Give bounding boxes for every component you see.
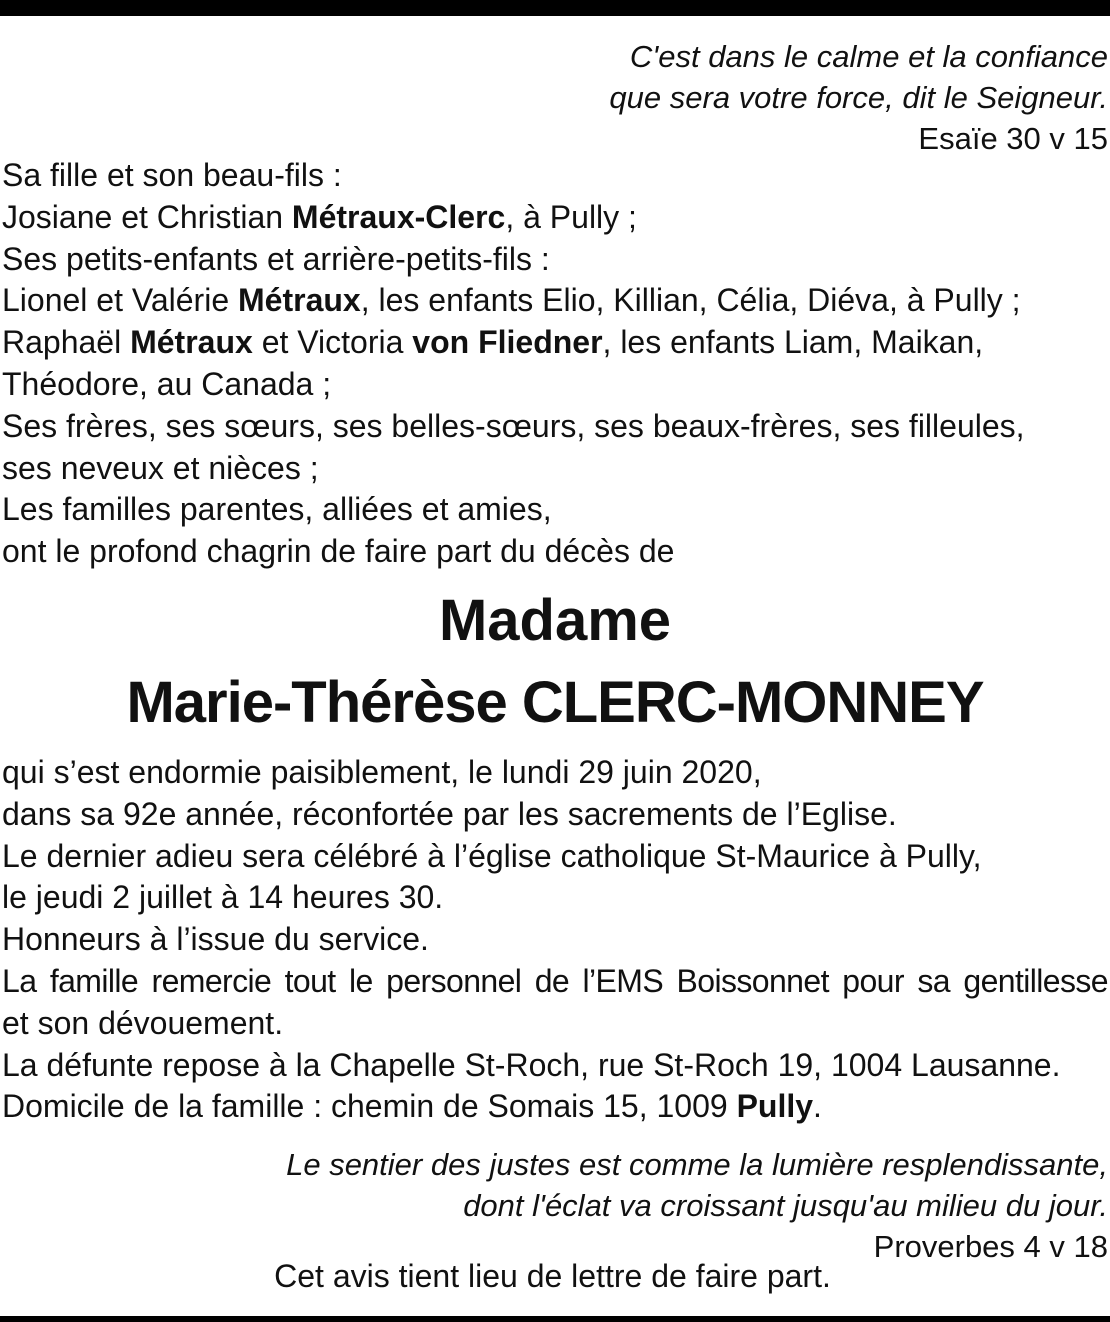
family-surname: Métraux-Clerc (291, 198, 506, 235)
family-announcement (2, 155, 1108, 573)
funeral-details (2, 752, 1108, 1128)
detail-line: La famille remercie tout le personnel de l’EMS Boissonnet pour sa gentillesse (2, 962, 1108, 999)
opening-scripture-quote (609, 36, 1108, 159)
detail-line: dans sa 92e année, réconfortée par les sacrements de l’Eglise. (2, 795, 897, 832)
family-surname: Métraux (238, 282, 361, 319)
detail-line: qui s’est endormie paisiblement, le lundi 29 juin 2020, (2, 754, 762, 790)
closing-scripture-quote (286, 1144, 1108, 1267)
top-border-rule (0, 0, 1110, 16)
family-line: Théodore, au Canada ; (2, 365, 332, 402)
family-line: Les familles parentes, alliées et amies, (2, 491, 552, 528)
family-line: Ses frères, ses sœurs, ses belles-sœurs, ses beaux-frères, ses filleules, (2, 407, 1025, 444)
family-surname: von Fliedner (412, 324, 603, 361)
quote-reference: Esaïe 30 v 15 (918, 121, 1108, 156)
domicile-town: Pully (736, 1088, 814, 1125)
deceased-title: Madame (438, 588, 672, 653)
quote-line: dont l'éclat va croissant jusqu'au milieu du jour. (463, 1188, 1108, 1223)
deceased-name: Marie-Thérèse CLERC-MONNEY (126, 670, 984, 735)
quote-reference: Proverbes 4 v 18 (873, 1229, 1108, 1264)
detail-line: Honneurs à l’issue du service. (2, 921, 429, 958)
quote-line: C'est dans le calme et la confiance (629, 39, 1108, 74)
family-line: Sa fille et son beau-fils : (2, 157, 342, 193)
family-line: Ses petits-enfants et arrière-petits-fils : (2, 240, 550, 277)
detail-line: et son dévouement. (2, 1004, 284, 1041)
bottom-border-rule (0, 1316, 1110, 1322)
family-line: ont le profond chagrin de faire part du décès de (2, 533, 675, 570)
detail-line: La défunte repose à la Chapelle St-Roch, rue St-Roch 19, 1004 Lausanne. (2, 1046, 1061, 1083)
family-line: Josiane et Christian Métraux-Clerc, à Pully ; (2, 198, 637, 235)
family-line: ses neveux et nièces ; (2, 449, 319, 486)
family-line: Lionel et Valérie Métraux, les enfants Elio, Killian, Célia, Diéva, à Pully ; (2, 282, 1021, 319)
quote-line: que sera votre force, dit le Seigneur. (609, 80, 1108, 115)
detail-line: Domicile de la famille : chemin de Somais 15, 1009 Pully. (2, 1088, 822, 1125)
family-line: Raphaël Métraux et Victoria von Fliedner, les enfants Liam, Maikan, (2, 324, 984, 361)
detail-line: Le dernier adieu sera célébré à l’église catholique St-Maurice à Pully, (2, 837, 982, 874)
closing-notice: Cet avis tient lieu de lettre de faire part. (274, 1258, 831, 1294)
family-surname: Métraux (130, 324, 253, 361)
detail-line: le jeudi 2 juillet à 14 heures 30. (2, 879, 444, 916)
quote-line: Le sentier des justes est comme la lumière resplendissante, (286, 1147, 1108, 1182)
